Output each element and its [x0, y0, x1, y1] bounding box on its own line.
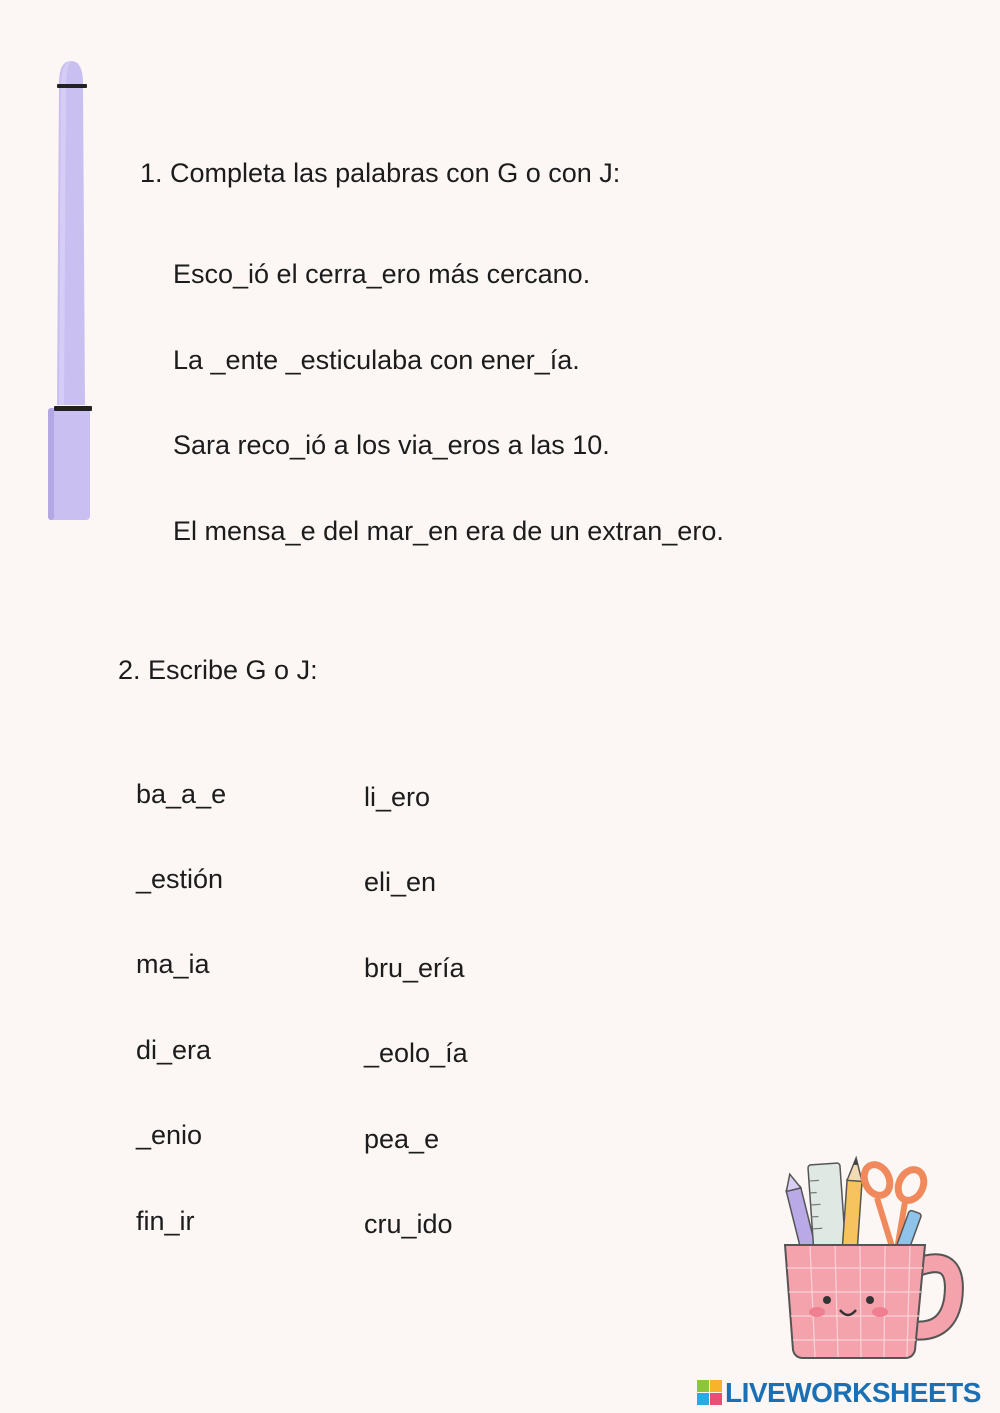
word-left-4: di_era — [136, 1035, 212, 1065]
exercise1-title: 1. Completa las palabras con G o con J: — [140, 158, 621, 188]
sentence-2: La _ente _esticulaba con ener_ía. — [173, 345, 580, 375]
word-left-3: ma_ia — [136, 949, 210, 979]
pen-illustration — [40, 55, 100, 525]
liveworksheets-logo-text: LIVEWORKSHEETS — [725, 1377, 981, 1408]
exercise2-title: 2. Escribe G o J: — [118, 655, 318, 685]
sentence-4: El mensa_e del mar_en era de un extran_ero. — [173, 516, 724, 546]
sentence-3: Sara reco_ió a los via_eros a las 10. — [173, 430, 610, 460]
pencil-cup-illustration — [765, 1150, 965, 1365]
liveworksheets-logo — [697, 1377, 981, 1409]
sentence-1: Esco_ió el cerra_ero más cercano. — [173, 259, 591, 289]
word-right-4: _eolo_ía — [364, 1038, 468, 1068]
word-right-3: bru_ería — [364, 953, 465, 983]
word-right-5: pea_e — [364, 1124, 440, 1154]
liveworksheets-logo-mark — [697, 1380, 723, 1406]
word-left-6: fin_ir — [136, 1206, 195, 1236]
word-left-1: ba_a_e — [136, 779, 227, 809]
word-left-5: _enio — [136, 1120, 203, 1150]
word-right-2: eli_en — [364, 867, 437, 897]
word-right-1: li_ero — [364, 782, 431, 812]
word-right-6: cru_ido — [364, 1209, 453, 1239]
word-left-2: _estión — [136, 864, 224, 894]
